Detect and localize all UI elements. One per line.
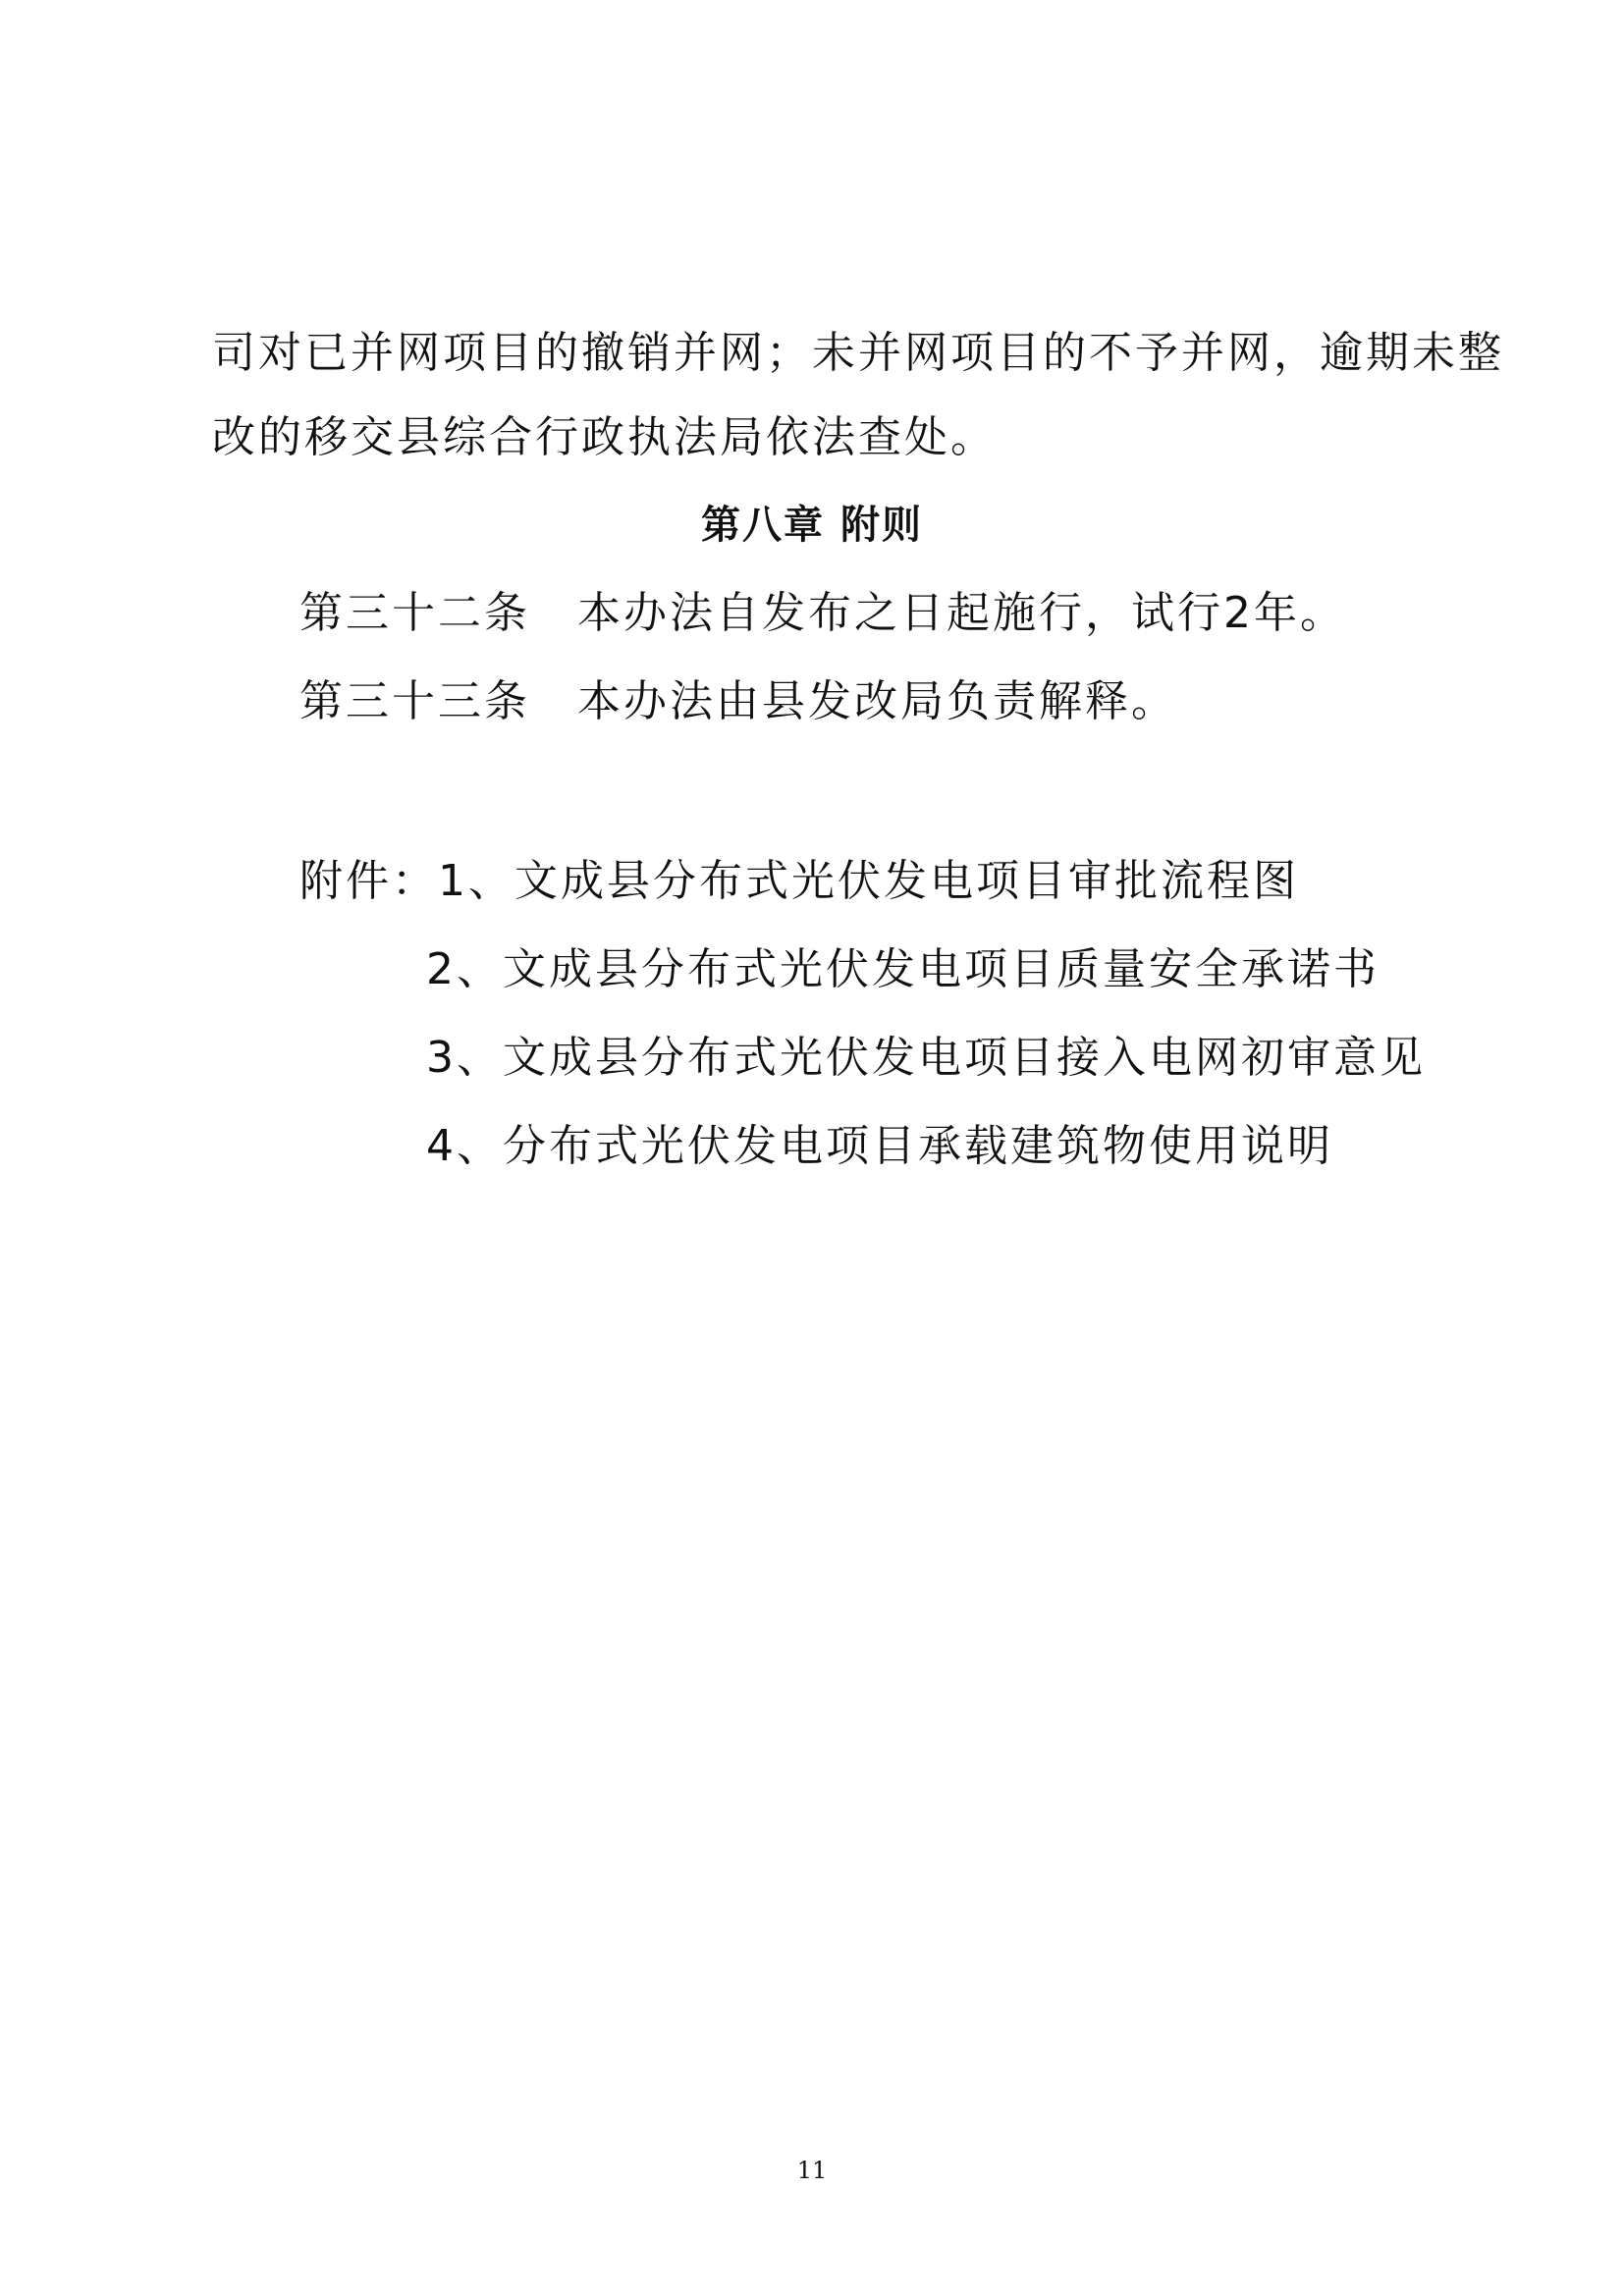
paragraph-line-2: 改的移交县综合行政执法局依法查处。 xyxy=(212,412,997,462)
article-33 xyxy=(299,672,1177,731)
article-33-number: 第三十三条 xyxy=(299,676,530,726)
attachment-item-3: 3、文成县分布式光伏发电项目接入电网初审意见 xyxy=(426,1033,1426,1083)
article-32-text: 本办法自发布之日起施行，试行2年。 xyxy=(577,588,1346,638)
attachment-item-1: 1、文成县分布式光伏发电项目审批流程图 xyxy=(438,856,1299,906)
article-33-text: 本办法由县发改局负责解释。 xyxy=(577,676,1177,726)
paragraph-line-1: 司对已并网项目的撤销并网；未并网项目的不予并网，逾期未整 xyxy=(212,328,1504,378)
attachment-item-4: 4、分布式光伏发电项目承载建筑物使用说明 xyxy=(426,1121,1333,1171)
chapter-heading: 第八章 附则 xyxy=(701,503,923,548)
attachments-label: 附件： xyxy=(299,856,438,906)
article-32-number: 第三十二条 xyxy=(299,588,530,638)
article-32 xyxy=(299,584,1346,643)
attachment-item-2: 2、文成县分布式光伏发电项目质量安全承诺书 xyxy=(426,944,1380,994)
attachment-line-1 xyxy=(299,852,1299,911)
page-number: 11 xyxy=(796,2157,828,2184)
